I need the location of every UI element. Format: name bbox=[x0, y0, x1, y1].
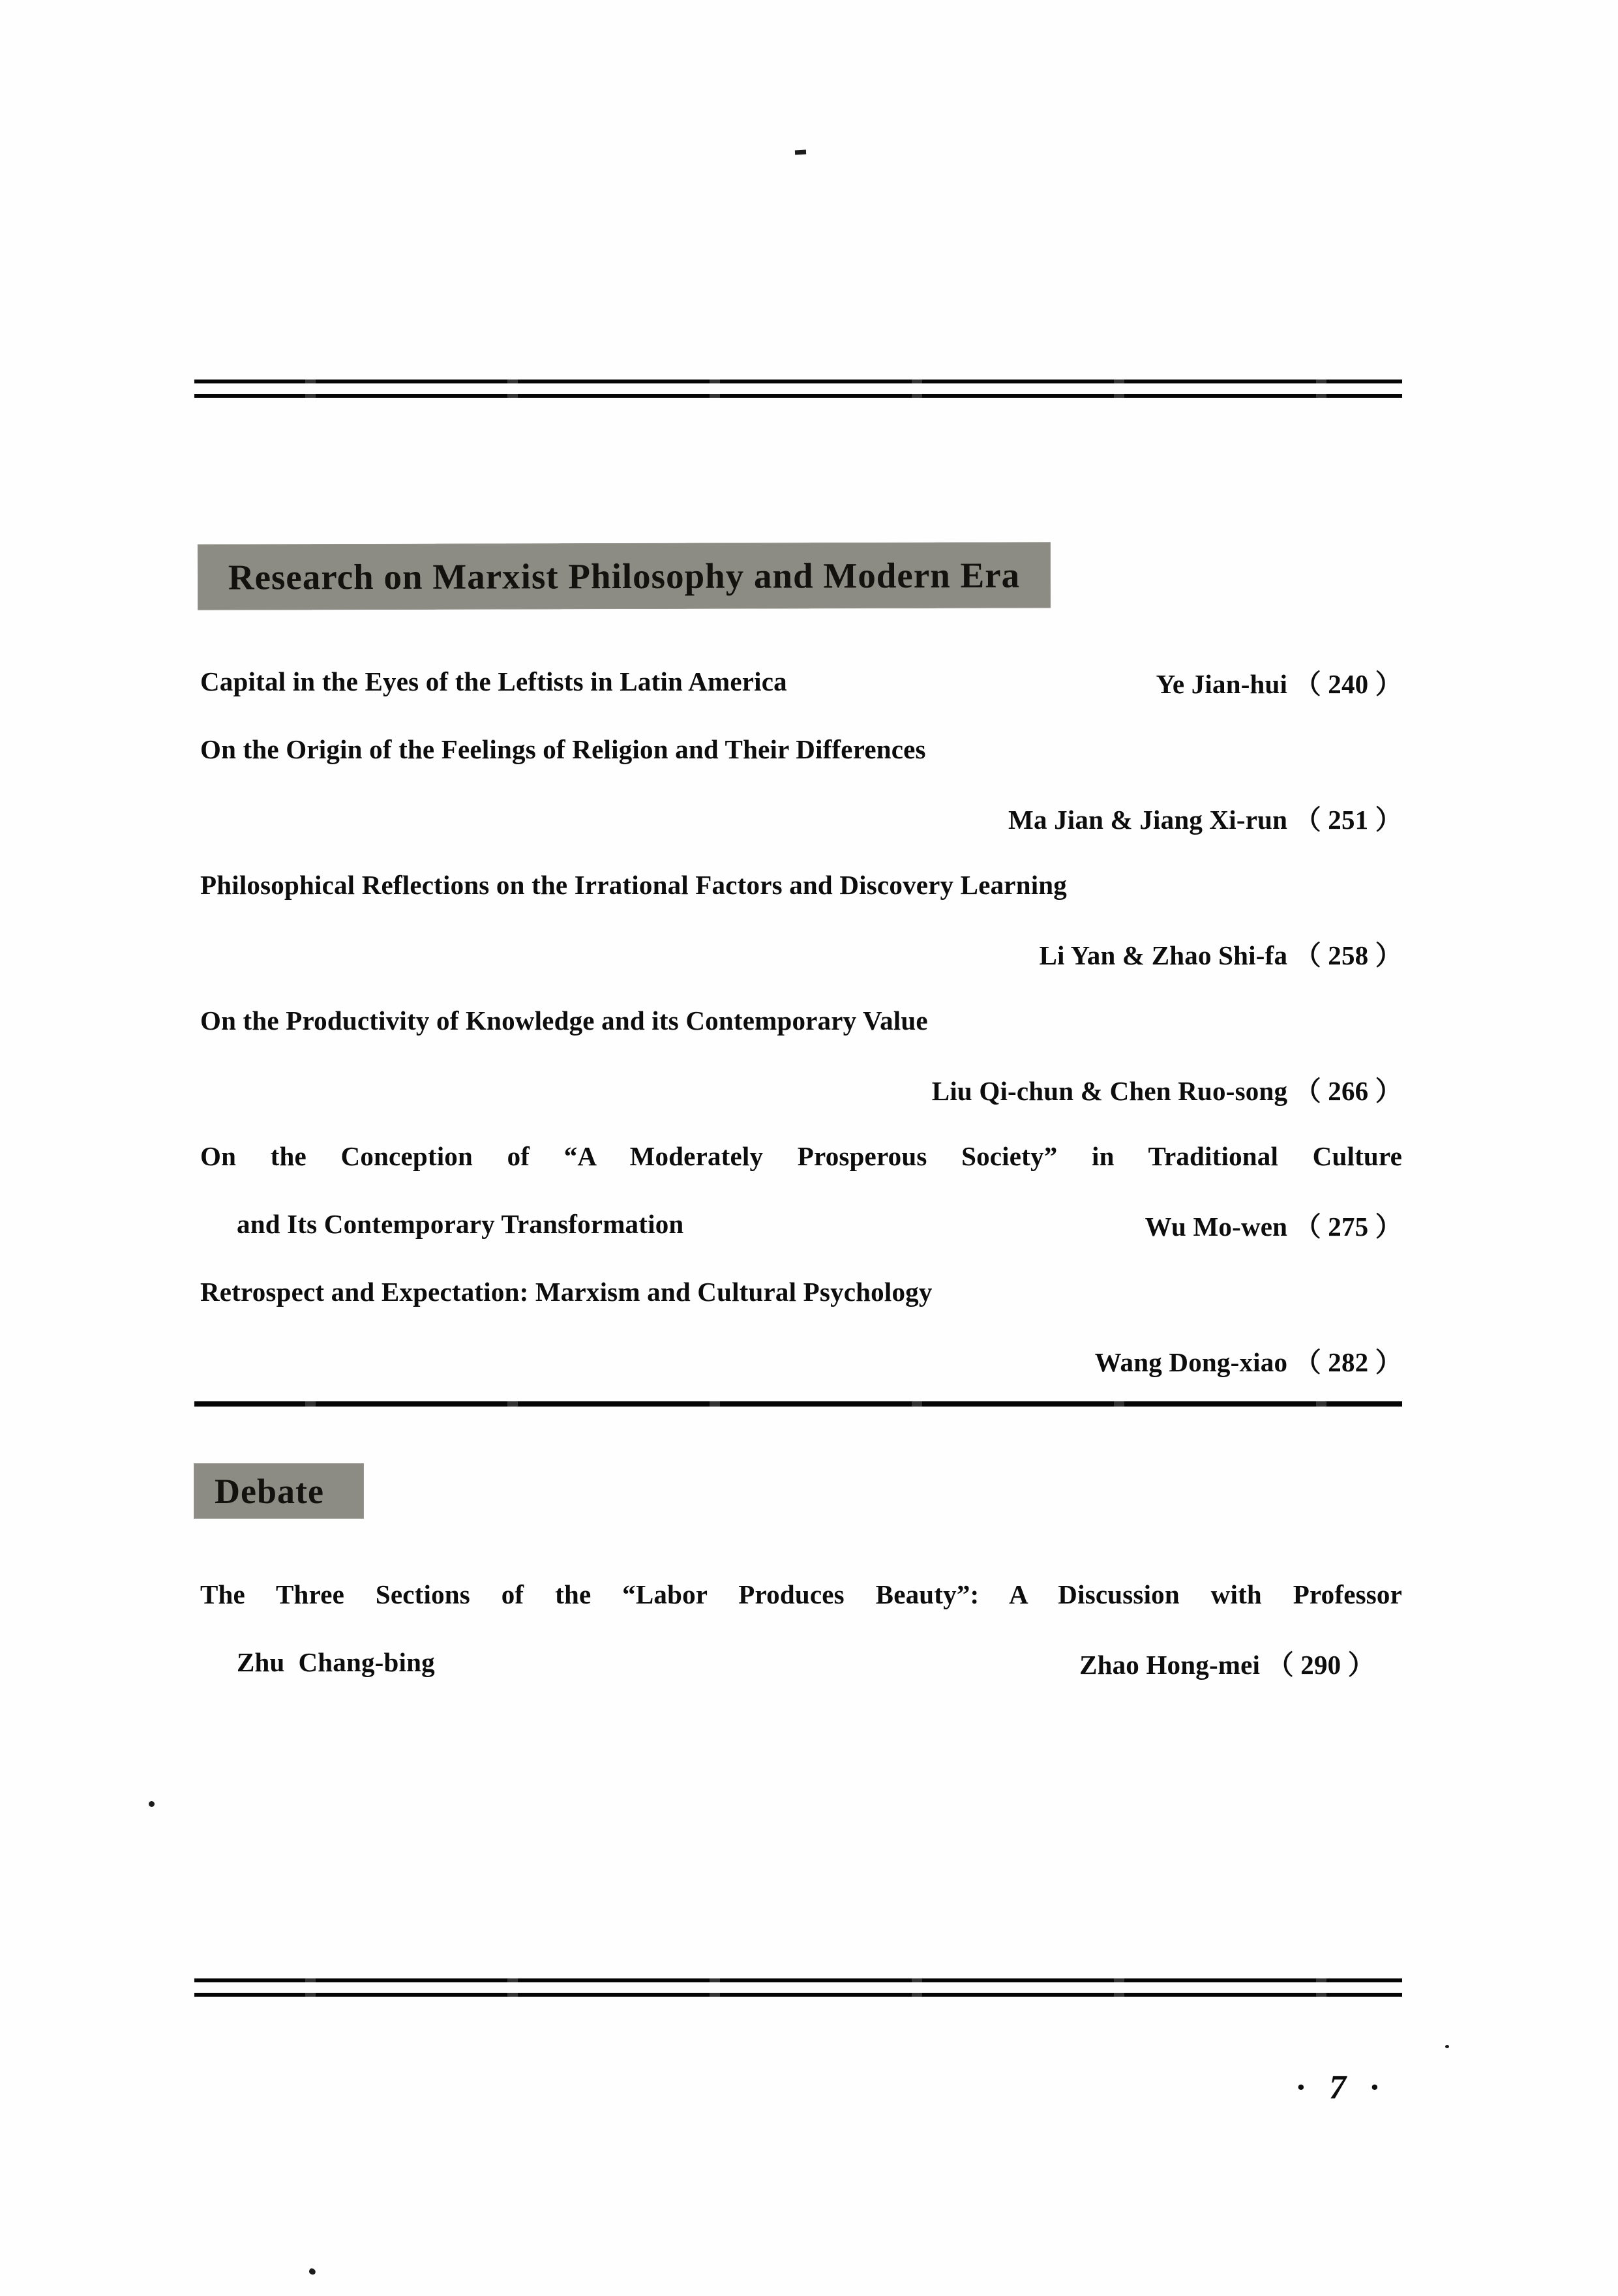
toc-entry-line bbox=[200, 783, 1402, 851]
entry-title: Capital in the Eyes of the Leftists in Latin America bbox=[200, 666, 787, 696]
toc-entry-line bbox=[200, 919, 1402, 987]
toc-entry-line bbox=[200, 1326, 1402, 1394]
toc-entry-line bbox=[200, 1122, 1402, 1190]
entry-title: and Its Contemporary Transformation bbox=[237, 1209, 684, 1239]
divider-double-top bbox=[194, 380, 1402, 398]
section-title: Research on Marxist Philosophy and Modern Era bbox=[228, 555, 1021, 597]
entry-title: On the Origin of the Feelings of Religion and Their Differences bbox=[200, 734, 926, 764]
entry-title: Retrospect and Expectation: Marxism and Cultural Psychology bbox=[200, 1277, 933, 1307]
scan-artifact bbox=[308, 2268, 316, 2276]
toc-list-debate bbox=[200, 1560, 1402, 1696]
toc-entry-line bbox=[200, 1190, 1402, 1258]
entry-title: The Three Sections of the “Labor Produces Beauty”: A Discussion with Professor bbox=[200, 1579, 1402, 1609]
entry-title: Zhu Chang-bing bbox=[237, 1647, 435, 1677]
scan-artifact bbox=[795, 150, 806, 155]
scan-artifact bbox=[149, 1801, 155, 1807]
entry-author-page: Ma Jian & Jiang Xi-run （ 251 ） bbox=[1008, 804, 1402, 835]
entry-author-page: Wu Mo-wen （ 275 ） bbox=[1145, 1211, 1402, 1242]
page-number: · 7 · bbox=[1296, 2069, 1380, 2106]
divider-single-middle bbox=[194, 1401, 1402, 1407]
entry-author-page: Wang Dong-xiao （ 282 ） bbox=[1094, 1347, 1402, 1377]
scan-artifact bbox=[1445, 2045, 1449, 2048]
divider-double-bottom bbox=[194, 1978, 1402, 1997]
toc-entry-line bbox=[200, 715, 1402, 783]
toc-entry-line bbox=[200, 987, 1402, 1054]
section-title: Debate bbox=[215, 1471, 324, 1511]
entry-author-page: Zhao Hong-mei （ 290 ） bbox=[1079, 1649, 1375, 1680]
entry-author-page: Ye Jian-hui （ 240 ） bbox=[1156, 668, 1402, 699]
entry-title: On the Productivity of Knowledge and its Contemporary Value bbox=[200, 1006, 928, 1036]
toc-entry-line bbox=[200, 648, 1402, 715]
entry-title: Philosophical Reflections on the Irrational Factors and Discovery Learning bbox=[200, 870, 1068, 900]
toc-entry-line bbox=[200, 851, 1402, 919]
section-header-research bbox=[198, 542, 1051, 610]
toc-list-research bbox=[200, 648, 1402, 1394]
section-header-debate bbox=[194, 1463, 364, 1519]
toc-entry-line bbox=[200, 1054, 1402, 1122]
entry-title: On the Conception of “A Moderately Prosperous Society” in Traditional Culture bbox=[200, 1141, 1402, 1171]
toc-entry-line bbox=[200, 1258, 1402, 1326]
toc-entry-line bbox=[200, 1628, 1402, 1696]
entry-author-page: Li Yan & Zhao Shi-fa （ 258 ） bbox=[1039, 940, 1402, 970]
toc-entry-line bbox=[200, 1560, 1402, 1628]
entry-author-page: Liu Qi-chun & Chen Ruo-song （ 266 ） bbox=[931, 1075, 1402, 1106]
